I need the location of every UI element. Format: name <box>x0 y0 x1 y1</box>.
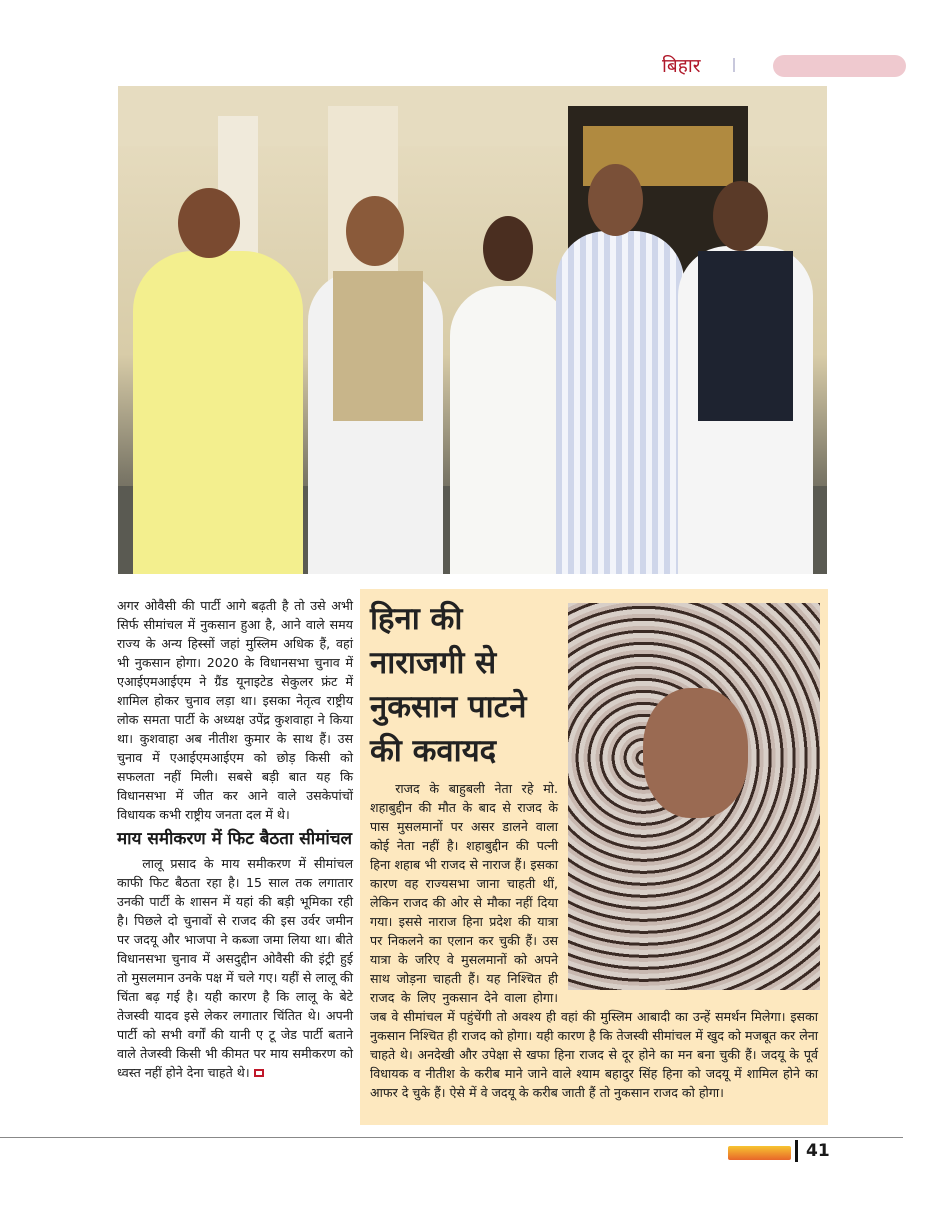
group-photo <box>118 86 827 574</box>
hina-shahab-photo <box>568 603 820 990</box>
left-column <box>117 596 353 1082</box>
header-pill <box>773 55 906 77</box>
footer-bar <box>795 1140 798 1162</box>
body-text: लालू प्रसाद के माय समीकरण में सीमांचल काफी फिट बैठता रहा है। 15 साल तक लगातार उनकी पार्टी के शासन में यहां की बड़ी भूमिका रही है। पिछले दो चुनावों से राजद की इस उर्वर जमीन पर जदयू और भाजपा ने कब्जा जमा लिया था। बीते विधानसभा चुनाव में असदुद्दीन ओवैसी की इंट्री हुई तो मुसलमान उनके पक्ष में चले गए। यहीं से लालू की चिंता बढ़ गई है। यही कारण है कि लालू के बेटे तेजस्वी यादव इसे लेकर लगातार चिंतित थे। अपनी पार्टी को सभी वर्गों की यानी ए टू जेड पार्टी बताने वाले तेजस्वी किसी भी कीमत पर माय समीकरण को ध्वस्त नहीं होने देना चाहते थे। <box>117 856 353 1080</box>
sidebar-box <box>360 589 828 1125</box>
footer-divider <box>0 1137 903 1138</box>
body-paragraph <box>117 854 353 1082</box>
magazine-logo <box>728 1146 791 1160</box>
subheading: माय समीकरण में फिट बैठता सीमांचल <box>117 829 353 849</box>
body-paragraph: अगर ओवैसी की पार्टी आगे बढ़ती है तो उसे अभी सिर्फ सीमांचल में नुकसान हुआ है, आने वाले समय राज्य के अन्य हिस्सों जहां मुस्लिम अधिक हैं, वहां भी नुकसान होगा। 2020 के विधानसभा चुनाव में एआईएमआईएम ने ग्रैंड यूनाइटेड सेकुलर फ्रंट में शामिल होकर चुनाव लड़ा था। इसका नेतृत्व राष्ट्रीय लोक समता पार्टी के अध्यक्ष उपेंद्र कुशवाहा ने किया था। कुशवाहा अब नीतीश कुमार के साथ हैं। उस चुनाव में एआईएमआईएम को छोड़ किसी को सफलता नहीं मिली। सबसे बड़ी बात यह कि विधानसभा में जीत कर आने वाले उसकेपांचों विधायक कभी राष्ट्रीय जनता दल में थे। <box>117 598 353 822</box>
page-number: 41 <box>806 1141 830 1161</box>
box-headline: हिना की नाराजगी से नुकसान पाटने की कवायद <box>370 601 527 769</box>
end-mark-icon <box>254 1069 264 1077</box>
header-divider <box>733 58 735 72</box>
box-text-part2: लिए नुकसान देने वाला होगा। जब वे सीमांचल में पहुंचेंगी तो अवश्य ही वहां की मुस्लिम आबादी का उन्हें समर्थन मिलेगा। इसका नुकसान निश्चित ही राजद को होगा। यही कारण है कि तेजस्वी सीमांचल में खुद को मजबूत कर लेना चाहते थे। अनदेखी और उपेक्षा से खफा हिना राजद से दूर होने का मन बना चुकी हैं। जदयू के पूर्व विधायक व नीतीश के करीब माने जाने वाले श्याम बहादुर सिंह हिना को जदयू में शामिल होने का आफर दे चुके हैं। ऐसे में वे जदयू के करीब जाती हैं तो नुकसान राजद को होगा। <box>370 990 818 1100</box>
section-label: बिहार <box>662 55 701 77</box>
box-text-part1: राजद के बाहुबली नेता रहे मो. शहाबुद्दीन की मौत के बाद से राजद के पास मुसलमानों पर असर डालने वाला कोई नेता नहीं है। शहाबुद्दीन की पत्नी हिना शहाब भी राजद से नाराज हैं। इसका कारण वह राज्यसभा जाना चाहती थीं, लेकिन राजद की ओर से मौका नहीं दिया गया। इससे नाराज हिना प्रदेश की यात्रा पर निकलने का एलान कर चुकी हैं। उस यात्रा के जरिए वे मुसलमानों को अपने साथ जोड़ना चाहती हैं। यह निश्चित ही राजद के <box>370 781 558 1005</box>
